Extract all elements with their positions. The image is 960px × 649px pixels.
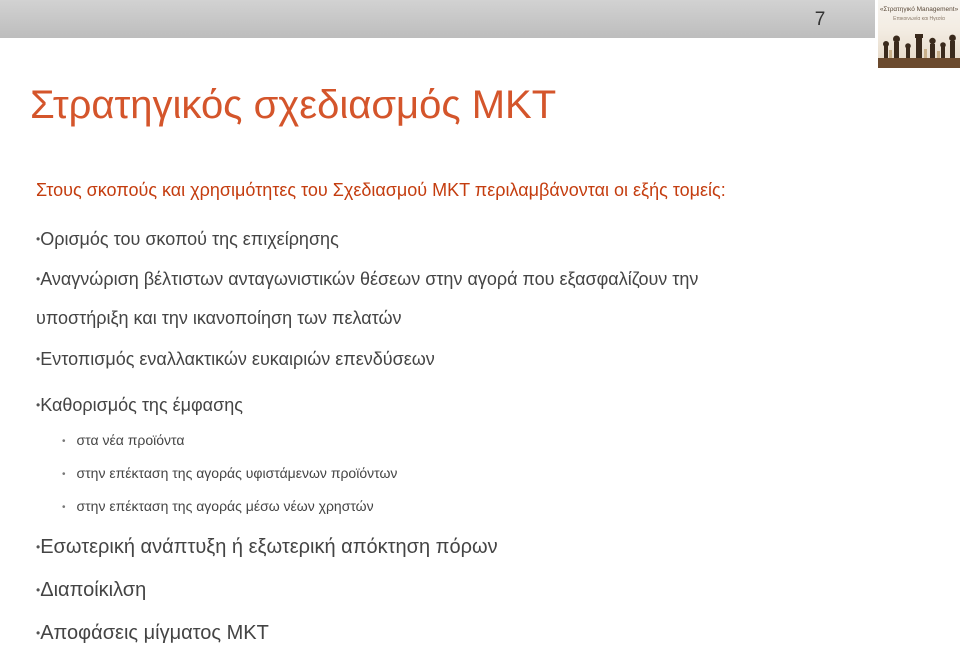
sub-list-item [62, 431, 184, 451]
bullet-icon: • [62, 469, 66, 480]
bullet-icon: • [36, 352, 41, 366]
list-item-text: Αποφάσεις μίγματος ΜΚΤ [40, 622, 269, 644]
list-item-text: Εντοπισμός εναλλακτικών ευκαιριών επενδύσεων [40, 349, 435, 369]
sub-list-item [62, 464, 397, 484]
logo [878, 0, 960, 68]
bullet-icon: • [36, 626, 41, 640]
list-item-text: Ορισμός του σκοπού της επιχείρησης [40, 229, 339, 249]
logo-subtitle: Επικοινωνία και Ηγεσία [893, 16, 945, 22]
list-item [36, 228, 339, 250]
list-item [36, 622, 269, 644]
page-number: 7 [814, 9, 826, 30]
chess-pieces-icon [878, 24, 960, 68]
bullet-icon: • [62, 502, 66, 513]
sub-list-item [62, 497, 374, 517]
list-item-text: Εσωτερική ανάπτυξη ή εξωτερική απόκτηση πόρων [40, 536, 498, 558]
list-item-text: Αναγνώριση βέλτιστων ανταγωνιστικών θέσεων στην αγορά που εξασφαλίζουν την [40, 269, 699, 289]
logo-title: «Στρατηγικό Management» [879, 6, 959, 13]
list-item-text: Καθορισμός της έμφασης [40, 395, 243, 415]
slide-title: Στρατηγικός σχεδιασμός ΜΚΤ [30, 83, 557, 127]
bullet-icon: • [36, 398, 41, 412]
list-item-text: υποστήριξη και την ικανοποίηση των πελατών [36, 308, 402, 328]
list-item [36, 579, 146, 601]
bullet-icon: • [36, 540, 41, 554]
sub-list-item-text: στα νέα προϊόντα [76, 432, 185, 448]
list-item [36, 536, 498, 558]
list-item-continuation [36, 307, 402, 329]
bullet-icon: • [62, 436, 66, 447]
list-item [36, 268, 698, 290]
list-item-text: Διαποίκιλση [40, 579, 147, 601]
sub-list-item-text: στην επέκταση της αγοράς υφιστάμενων προϊόντων [76, 465, 398, 481]
list-item [36, 348, 435, 370]
intro-text: Στους σκοπούς και χρησιμότητες του Σχεδιασμού ΜΚΤ περιλαμβάνονται οι εξής τομείς: [36, 180, 726, 200]
list-item [36, 394, 243, 416]
sub-list-item-text: στην επέκταση της αγοράς μέσω νέων χρηστών [76, 498, 374, 514]
bullet-icon: • [36, 583, 41, 597]
header-bar [0, 0, 875, 38]
bullet-icon: • [36, 232, 41, 246]
bullet-icon: • [36, 272, 41, 286]
